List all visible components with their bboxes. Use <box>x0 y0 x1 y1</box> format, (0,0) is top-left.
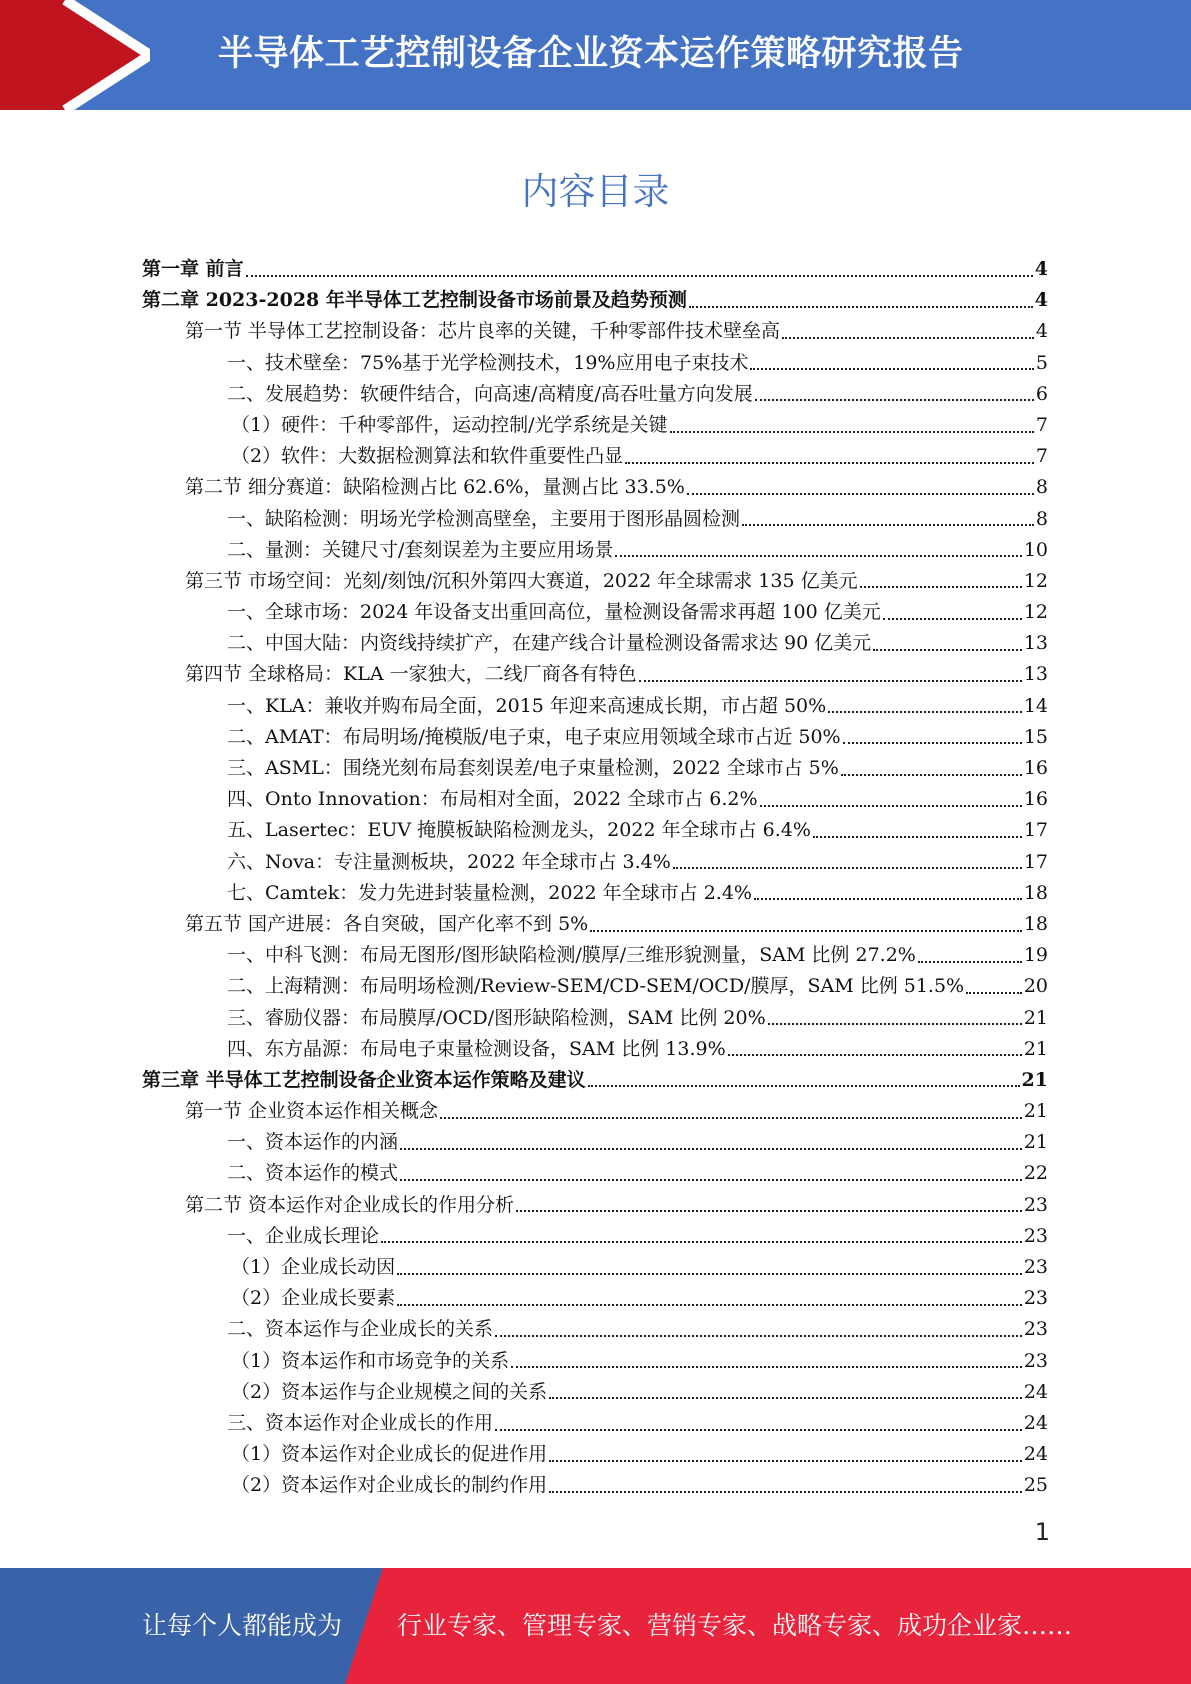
toc-entry-page: 13 <box>1023 632 1048 655</box>
toc-dot-leader <box>516 1210 1022 1212</box>
toc-entry[interactable] <box>142 1158 1048 1189</box>
toc-dot-leader <box>590 930 1022 932</box>
toc-entry-text: 第二节 资本运作对企业成长的作用分析 <box>185 1193 515 1216</box>
toc-entry[interactable] <box>142 1283 1048 1314</box>
toc-dot-leader <box>440 1117 1022 1119</box>
toc-dot-leader <box>689 306 1033 308</box>
toc-entry[interactable] <box>142 1470 1048 1501</box>
toc-entry[interactable] <box>142 348 1048 379</box>
toc-entry-text: 一、企业成长理论 <box>227 1224 380 1247</box>
toc-entry[interactable] <box>142 784 1048 815</box>
toc-entry-page: 4 <box>1034 289 1048 312</box>
toc-entry-text: 二、中国大陆：内资线持续扩产，在建产线合计量检测设备需求达 90 亿美元 <box>227 632 872 655</box>
toc-entry[interactable] <box>142 410 1048 441</box>
toc-entry-text: 四、Onto Innovation：布局相对全面，2022 全球市占 6.2% <box>227 788 758 811</box>
toc-entry[interactable] <box>142 628 1048 659</box>
toc-dot-leader <box>754 898 1022 900</box>
toc-dot-leader <box>673 867 1022 869</box>
toc-entry-text: 第三节 市场空间：光刻/刻蚀/沉积外第四大赛道，2022 年全球需求 135 亿美元 <box>185 569 858 592</box>
toc-dot-leader <box>728 1054 1022 1056</box>
toc-entry-text: （1）企业成长动因 <box>231 1256 396 1278</box>
toc-dot-leader <box>966 992 1022 994</box>
toc-entry-text: 四、东方晶源：布局电子束量检测设备，SAM 比例 13.9% <box>227 1037 726 1060</box>
toc-dot-leader <box>400 1148 1022 1150</box>
toc-entry-page: 17 <box>1023 819 1048 842</box>
toc-entry[interactable] <box>142 847 1048 878</box>
toc-entry-page: 16 <box>1023 788 1048 811</box>
toc-entry[interactable] <box>142 472 1048 503</box>
toc-entry-text: 二、资本运作的模式 <box>227 1162 399 1185</box>
toc-entry[interactable] <box>142 1221 1048 1252</box>
toc-dot-leader <box>625 462 1034 464</box>
toc-entry-page: 8 <box>1035 507 1048 530</box>
toc-entry-text: （1）资本运作和市场竞争的关系 <box>231 1349 510 1372</box>
toc-entry-page: 4 <box>1034 258 1048 280</box>
footer-slogan-right: 行业专家、管理专家、营销专家、战略专家、成功企业家…… <box>397 1611 1073 1640</box>
toc-dot-leader <box>687 493 1034 495</box>
toc-entry-page: 21 <box>1023 1100 1048 1123</box>
toc-entry-page: 4 <box>1035 320 1048 343</box>
toc-entry-text: 六、Nova：专注量测板块，2022 年全球市占 3.4% <box>227 850 671 873</box>
toc-entry-text: 第二节 细分赛道：缺陷检测占比 62.6%，量测占比 33.5% <box>185 476 685 499</box>
toc-entry-text: 五、Lasertec：EUV 掩膜板缺陷检测龙头，2022 年全球市占 6.4% <box>227 819 811 842</box>
toc-entry-page: 6 <box>1035 382 1048 405</box>
toc-entry-page: 7 <box>1035 445 1048 468</box>
toc-entry[interactable] <box>142 597 1048 628</box>
toc-entry-text: （1）资本运作对企业成长的促进作用 <box>231 1443 548 1466</box>
toc-dot-leader <box>246 275 1033 277</box>
toc-entry-page: 17 <box>1023 850 1048 873</box>
toc-entry[interactable] <box>142 940 1048 971</box>
toc-dot-leader <box>549 1460 1022 1462</box>
footer-slogan-left: 让每个人都能成为 <box>142 1611 343 1640</box>
toc-entry[interactable] <box>142 659 1048 690</box>
toc-entry[interactable] <box>142 254 1048 285</box>
toc-entry-page: 23 <box>1023 1349 1048 1372</box>
toc-entry-page: 8 <box>1035 476 1048 499</box>
toc-entry[interactable] <box>142 316 1048 347</box>
toc-entry-page: 5 <box>1035 351 1048 374</box>
toc-entry-text: 三、睿励仪器：布局膜厚/OCD/图形缺陷检测，SAM 比例 20% <box>227 1006 766 1029</box>
toc-entry-page: 13 <box>1023 663 1048 686</box>
toc-entry-text: 第三章 半导体工艺控制设备企业资本运作策略及建议 <box>142 1068 586 1091</box>
toc-dot-leader <box>760 805 1022 807</box>
toc-entry[interactable] <box>142 971 1048 1002</box>
toc-dot-leader <box>549 1491 1022 1493</box>
toc-entry[interactable] <box>142 815 1048 846</box>
toc-entry[interactable] <box>142 1096 1048 1127</box>
toc-entry-text: 第四节 全球格局：KLA 一家独大，二线厂商各有特色 <box>185 663 637 686</box>
toc-entry[interactable] <box>142 1439 1048 1470</box>
toc-entry[interactable] <box>142 1314 1048 1345</box>
toc-entry[interactable] <box>142 1065 1048 1096</box>
toc-entry-page: 10 <box>1023 538 1048 561</box>
toc-entry[interactable] <box>142 1034 1048 1065</box>
toc-dot-leader <box>511 1366 1022 1368</box>
toc-entry[interactable] <box>142 1003 1048 1034</box>
toc-entry-text: 二、上海精测：布局明场检测/Review-SEM/CD-SEM/OCD/膜厚，SAM 比例 51.5% <box>227 975 965 998</box>
toc-entry-text: 三、ASML：围绕光刻布局套刻误差/电子束量检测，2022 全球市占 5% <box>227 757 839 779</box>
toc-entry-text: 一、全球市场：2024 年设备支出重回高位，量检测设备需求再超 100 亿美元 <box>227 601 881 624</box>
toc-entry-page: 12 <box>1023 601 1048 624</box>
toc-entry[interactable] <box>142 535 1048 566</box>
toc-dot-leader <box>588 1085 1020 1087</box>
toc-entry-page: 20 <box>1023 975 1048 998</box>
toc-dot-leader <box>841 774 1022 776</box>
toc-entry-page: 15 <box>1023 725 1048 748</box>
toc-entry[interactable] <box>142 1377 1048 1408</box>
toc-entry[interactable] <box>142 1252 1048 1283</box>
toc-entry-text: 一、资本运作的内涵 <box>227 1131 399 1154</box>
toc-dot-leader <box>873 649 1022 651</box>
toc-dot-leader <box>883 618 1022 620</box>
toc-entry-page: 19 <box>1023 944 1048 967</box>
toc-entry[interactable] <box>142 722 1048 753</box>
toc-entry-page: 24 <box>1023 1443 1048 1466</box>
toc-entry[interactable] <box>142 878 1048 909</box>
toc-entry-page: 18 <box>1023 881 1048 904</box>
toc-entry[interactable] <box>142 379 1048 410</box>
toc-entry-text: 第一章 前言 <box>142 258 244 280</box>
toc-entry-page: 7 <box>1035 413 1048 436</box>
toc-entry-text: （2）资本运作与企业规模之间的关系 <box>231 1380 548 1403</box>
toc-dot-leader <box>495 1335 1022 1337</box>
page-header <box>0 0 1191 110</box>
toc-dot-leader <box>381 1241 1022 1243</box>
toc-entry-page: 23 <box>1023 1224 1048 1247</box>
toc-entry-page: 16 <box>1023 757 1048 779</box>
toc-entry-text: 一、KLA：兼收并购布局全面，2015 年迎来高速成长期，市占超 50% <box>227 694 827 717</box>
toc-entry-text: （2）软件：大数据检测算法和软件重要性凸显 <box>231 445 624 468</box>
toc-entry[interactable] <box>142 753 1048 784</box>
toc-entry-page: 24 <box>1023 1411 1048 1434</box>
report-title: 半导体工艺控制设备企业资本运作策略研究报告 <box>218 34 964 74</box>
toc-entry-text: 第二章 2023-2028 年半导体工艺控制设备市场前景及趋势预测 <box>142 289 687 312</box>
toc-entry-text: 二、资本运作与企业成长的关系 <box>227 1318 494 1341</box>
toc-entry-text: 第一节 企业资本运作相关概念 <box>185 1100 439 1123</box>
toc-entry-page: 21 <box>1023 1131 1048 1154</box>
toc-entry-text: 二、AMAT：布局明场/掩模版/电子束，电子束应用领域全球市占近 50% <box>227 725 841 748</box>
header-arrow-decoration <box>0 0 150 110</box>
toc-dot-leader <box>755 399 1034 401</box>
toc-entry[interactable] <box>142 1346 1048 1377</box>
toc-entry-page: 23 <box>1023 1318 1048 1341</box>
toc-entry-page: 12 <box>1023 569 1048 592</box>
toc-dot-leader <box>918 961 1022 963</box>
toc-dot-leader <box>670 431 1034 433</box>
toc-dot-leader <box>639 680 1022 682</box>
toc-entry-text: 七、Camtek：发力先进封装量检测，2022 年全球市占 2.4% <box>227 881 752 904</box>
toc-dot-leader <box>782 337 1034 339</box>
toc-entry-text: （2）企业成长要素 <box>231 1287 396 1310</box>
page-footer <box>0 1568 1191 1684</box>
toc-entry-page: 21 <box>1023 1037 1048 1060</box>
toc-entry-page: 18 <box>1023 912 1048 935</box>
toc-entry-text: 三、资本运作对企业成长的作用 <box>227 1411 494 1434</box>
toc-entry-page: 24 <box>1023 1380 1048 1403</box>
toc-entry-text: （2）资本运作对企业成长的制约作用 <box>231 1474 548 1497</box>
toc-entry-page: 22 <box>1023 1162 1048 1185</box>
toc-entry-text: 第五节 国产进展：各自突破，国产化率不到 5% <box>185 912 589 935</box>
toc-dot-leader <box>397 1273 1022 1275</box>
toc-dot-leader <box>828 711 1022 713</box>
toc-entry[interactable] <box>142 1127 1048 1158</box>
toc-entry[interactable] <box>142 691 1048 722</box>
toc-entry[interactable] <box>142 1190 1048 1221</box>
toc-dot-leader <box>750 368 1033 370</box>
toc-dot-leader <box>495 1429 1022 1431</box>
toc-heading: 内容目录 <box>521 170 670 213</box>
toc-dot-leader <box>615 555 1021 557</box>
toc-entry-page: 21 <box>1023 1006 1048 1029</box>
toc-entry[interactable] <box>142 285 1048 316</box>
toc-entry-page: 14 <box>1023 694 1048 717</box>
toc-dot-leader <box>813 836 1022 838</box>
toc-entry-page: 23 <box>1023 1287 1048 1310</box>
toc-dot-leader <box>860 586 1022 588</box>
toc-entry-text: 第一节 半导体工艺控制设备：芯片良率的关键，千种零部件技术壁垒高 <box>185 320 781 343</box>
toc-entry-text: 二、发展趋势：软硬件结合，向高速/高精度/高吞吐量方向发展 <box>227 382 753 405</box>
toc-dot-leader <box>549 1397 1022 1399</box>
toc-entry-text: 二、量测：关键尺寸/套刻误差为主要应用场景 <box>227 538 614 561</box>
page-number: 1 <box>1034 1518 1050 1546</box>
toc-entry-text: 一、缺陷检测：明场光学检测高壁垒，主要用于图形晶圆检测 <box>227 507 741 530</box>
toc-entry[interactable] <box>142 441 1048 472</box>
toc-dot-leader <box>742 524 1034 526</box>
toc-entry-text: 一、技术壁垒：75%基于光学检测技术，19%应用电子束技术 <box>227 351 749 374</box>
table-of-contents <box>142 254 1048 1502</box>
toc-entry-text: 一、中科飞测：布局无图形/图形缺陷检测/膜厚/三维形貌测量，SAM 比例 27.2% <box>227 944 916 967</box>
toc-entry-page: 23 <box>1023 1193 1048 1216</box>
toc-entry[interactable] <box>142 504 1048 535</box>
toc-entry-page: 25 <box>1023 1474 1048 1497</box>
toc-dot-leader <box>768 1023 1022 1025</box>
toc-dot-leader <box>400 1179 1022 1181</box>
toc-entry-page: 21 <box>1021 1068 1048 1091</box>
toc-entry-page: 23 <box>1023 1256 1048 1278</box>
toc-dot-leader <box>843 742 1022 744</box>
toc-entry[interactable] <box>142 1408 1048 1439</box>
toc-entry[interactable] <box>142 566 1048 597</box>
toc-dot-leader <box>397 1304 1022 1306</box>
toc-entry[interactable] <box>142 909 1048 940</box>
toc-entry-text: （1）硬件：千种零部件，运动控制/光学系统是关键 <box>231 413 668 436</box>
